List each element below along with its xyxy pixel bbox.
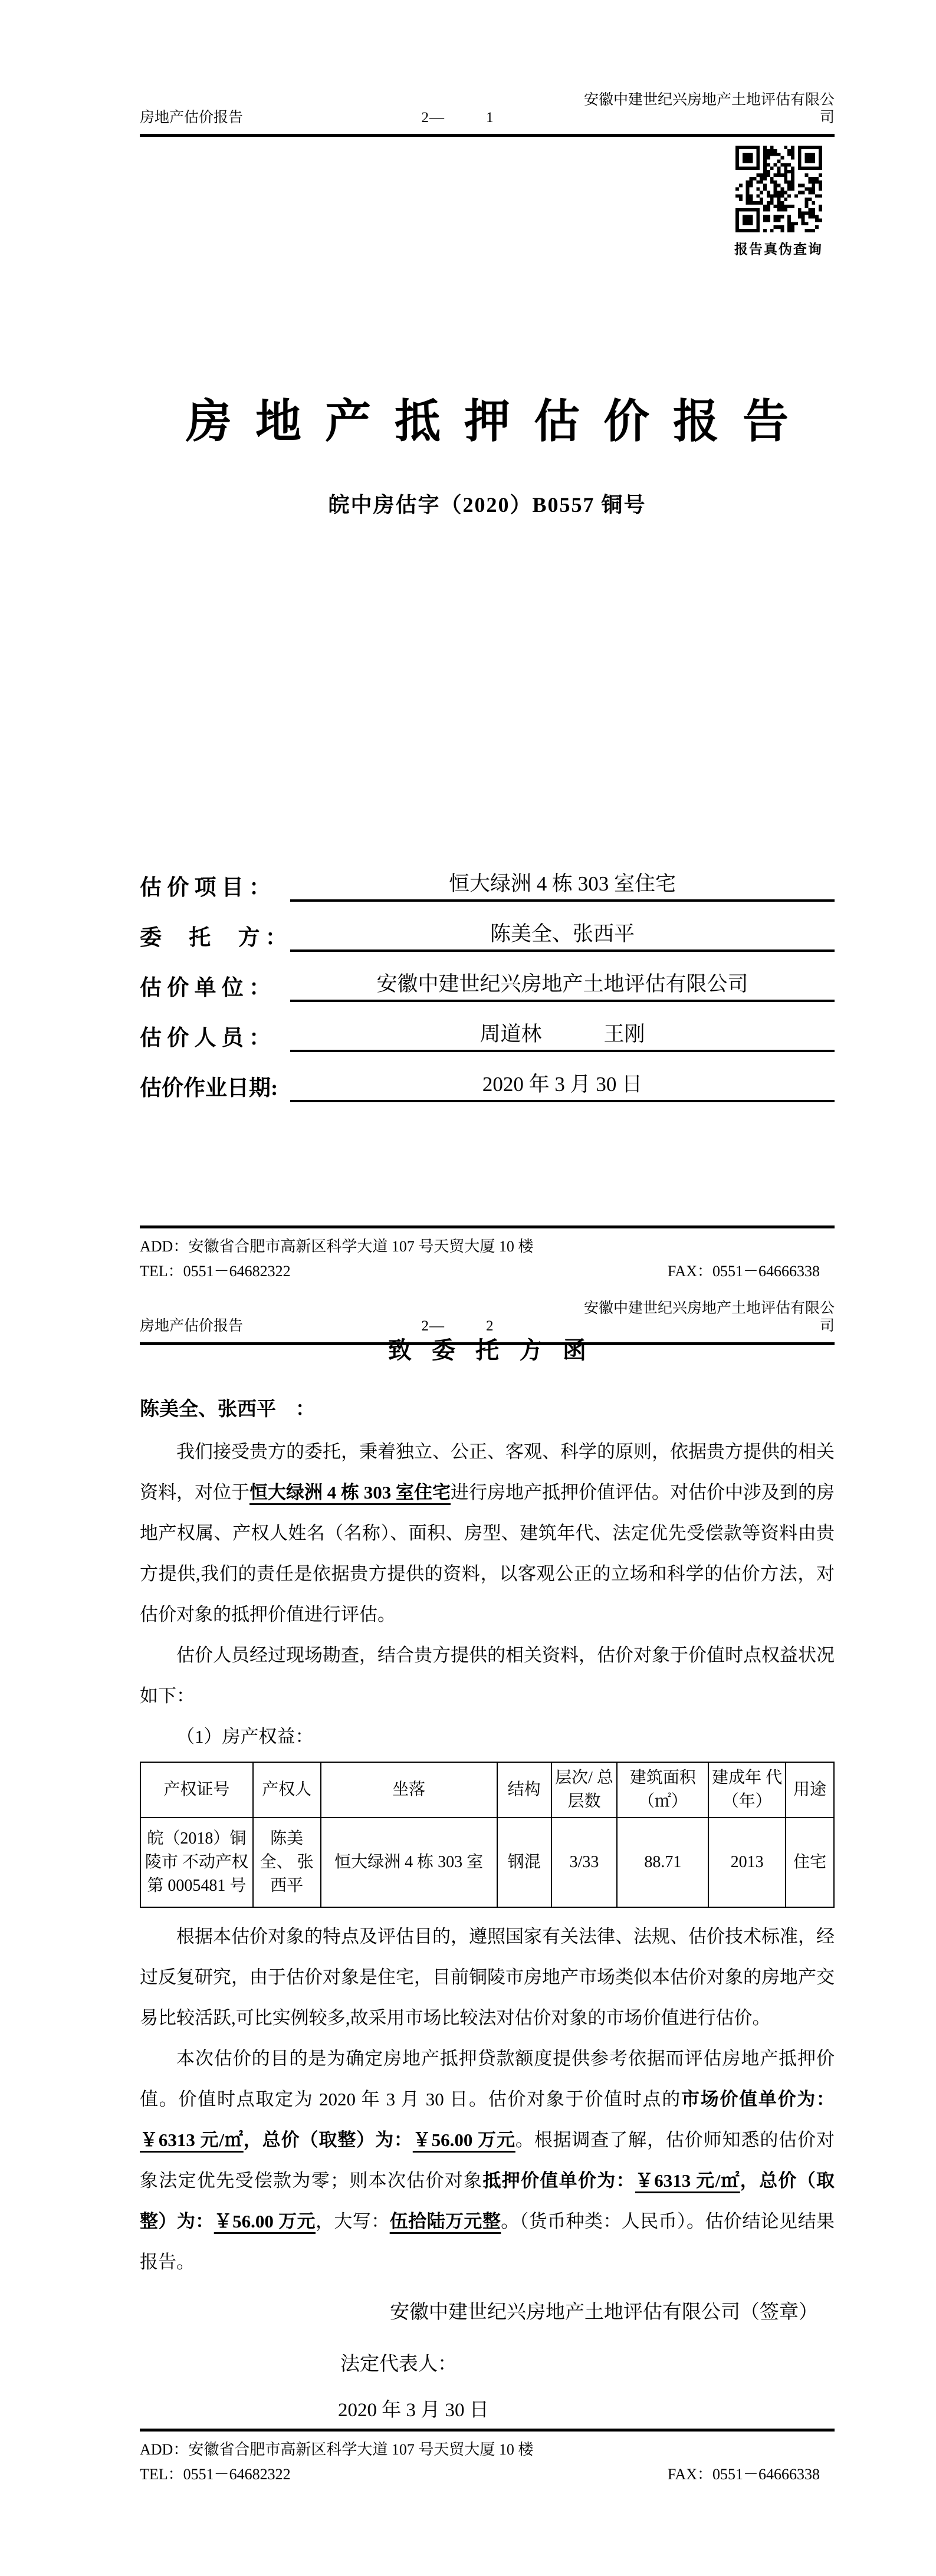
document-number: 皖中房估字（2020）B0557 铜号: [328, 493, 646, 517]
p4-text: 。根据调查了解，估价师知悉的估价对象法定优先受偿款为零；则本次估价对象: [140, 2130, 835, 2191]
cover-form: [140, 870, 835, 1121]
form-row-agency: [140, 971, 835, 1002]
p4-mortgage-unit-price-value: ￥6313 元/㎡: [635, 2170, 740, 2191]
running-header-company: 安徽中建世纪兴房地产土地评估有限公司: [583, 92, 835, 126]
form-row-date: [140, 1071, 835, 1102]
page-count-prefix: 2—: [421, 1318, 445, 1334]
p1-text: 进行房地产抵押价值评估。对估价中涉及到的房地产权属、产权人姓名（名称）、面积、房型、建筑年代、法定优先受偿款等资料由贵方提供,我们的责任是依据贵方提供的资料，以客观公正的立场和科学的估价方法，对估价对象的抵押价值进行评估。: [140, 1482, 835, 1625]
field-label-appraisers: 估 价 人 员 ：: [140, 1026, 271, 1050]
field-value-project: 恒大绿洲 4 栋 303 室住宅: [290, 870, 835, 902]
property-rights-table: [140, 1762, 835, 1908]
table-header-row: [140, 1762, 834, 1818]
page2-running-footer: [140, 2429, 835, 2490]
col-header-structure: 结构: [497, 1762, 551, 1818]
col-header-floor: 层次/ 总层数: [551, 1762, 618, 1818]
field-label-agency: 估 价 单 位 ：: [140, 976, 271, 1000]
footer-contacts: [140, 2466, 835, 2483]
col-header-area: 建筑面积 （㎡）: [617, 1762, 708, 1818]
document-title: 房地产抵押估价报告: [185, 396, 812, 447]
field-value-client: 陈美全、张西平: [290, 921, 835, 952]
running-header-page-number: [334, 109, 581, 127]
running-header-doc-type: 房地产估价报告: [140, 110, 244, 126]
page1-running-footer: [140, 1225, 835, 1287]
page-count-prefix: 2—: [421, 110, 445, 126]
field-value-date: 2020 年 3 月 30 日: [290, 1071, 835, 1102]
p4-mortgage-total-label: ，总价（取整）为：: [140, 2170, 835, 2232]
field-label-date: 估价作业日期:: [140, 1076, 278, 1100]
p4-text: ，大写：: [315, 2211, 390, 2232]
footer-tel: TEL：0551－64682322: [140, 1263, 291, 1280]
letter-paragraph-1: [140, 1431, 835, 1635]
col-header-use: 用途: [786, 1762, 834, 1818]
form-row-appraisers: [140, 1021, 835, 1052]
cell-location: 恒大绿洲 4 栋 303 室: [321, 1818, 497, 1907]
p4-market-unit-price-label: 市场价值单价为：: [681, 2089, 835, 2110]
cell-year-built: 2013: [708, 1818, 786, 1907]
qr-verification-block: [734, 146, 823, 258]
page-number: 1: [486, 110, 494, 126]
p4-mortgage-unit-price-label: 抵押价值单价为：: [482, 2170, 635, 2191]
page-number: 2: [486, 1318, 494, 1334]
item-heading-property-rights: （1）房产权益：: [176, 1726, 314, 1747]
cell-floor: 3/33: [551, 1818, 618, 1907]
field-label-project: 估 价 项 目 ：: [140, 876, 271, 900]
letter-to-client: [140, 1328, 835, 2424]
p4-text: 。（货币种类：人民币）。估价结论见结果报告。: [140, 2211, 835, 2272]
field-label-client: 委 托 方 ：: [140, 926, 287, 950]
p1-text: 我们接受贵方的委托，秉着独立、公正、客观、科学的原则，依据贵方提供的相关资料，对位于: [140, 1441, 835, 1503]
cell-owner: 陈美全、 张西平: [253, 1818, 321, 1907]
footer-address: ADD：安徽省合肥市高新区科学大道 107 号天贸大厦 10 楼: [140, 2441, 534, 2458]
letter-salutation: 陈美全、张西平 ：: [140, 1399, 315, 1420]
page1-running-header: [140, 91, 835, 137]
col-header-certificate-no: 产权证号: [140, 1762, 253, 1818]
col-header-year-built: 建成年 代（年）: [708, 1762, 786, 1818]
running-header-doc-type: 房地产估价报告: [140, 1318, 244, 1334]
p4-mortgage-total-value: ￥56.00 万元: [214, 2211, 316, 2232]
col-header-owner: 产权人: [253, 1762, 321, 1818]
qr-caption: 报告真伪查询: [734, 242, 823, 257]
letter-paragraph-4: [140, 2038, 835, 2282]
footer-address: ADD：安徽省合肥市高新区科学大道 107 号天贸大厦 10 楼: [140, 1238, 534, 1255]
p4-text: 本次估价的目的是为确定房地产抵押贷款额度提供参考依据而评估房地产抵押价值。价值时点取定为 2020 年 3 月 30 日。估价对象于价值时点的: [140, 2048, 835, 2110]
table-row: [140, 1818, 834, 1907]
footer-tel: TEL：0551－64682322: [140, 2466, 291, 2483]
col-header-location: 坐落: [321, 1762, 497, 1818]
signature-company: 安徽中建世纪兴房地产土地评估有限公司（签章）: [390, 2302, 818, 2323]
p1-subject-property: 恒大绿洲 4 栋 303 室住宅: [249, 1482, 451, 1503]
p4-total-price-value: ￥56.00 万元: [412, 2130, 515, 2150]
signature-date: 2020 年 3 月 30 日: [338, 2400, 489, 2421]
signature-legal-representative: 法定代表人：: [340, 2354, 457, 2375]
cell-use: 住宅: [786, 1818, 834, 1907]
field-value-appraisers: 周道林 王刚: [290, 1021, 835, 1052]
letter-paragraph-2: 估价人员经过现场勘查，结合贵方提供的相关资料，估价对象于价值时点权益状况如下：: [140, 1645, 835, 1706]
signature-block: [140, 2299, 835, 2424]
footer-fax: FAX：0551－64666338: [667, 2466, 820, 2483]
cell-area: 88.71: [617, 1818, 708, 1907]
p4-market-unit-price-value: ￥6313 元/㎡: [140, 2130, 244, 2150]
running-header-company: 安徽中建世纪兴房地产土地评估有限公司: [583, 1300, 835, 1334]
cell-structure: 钢混: [497, 1818, 551, 1907]
field-value-agency: 安徽中建世纪兴房地产土地评估有限公司: [290, 971, 835, 1002]
footer-contacts: [140, 1263, 835, 1280]
footer-fax: FAX：0551－64666338: [667, 1263, 820, 1280]
p4-amount-in-words: 伍拾陆万元整: [389, 2211, 501, 2232]
form-row-client: [140, 921, 835, 952]
letter-heading: 致委托方函: [388, 1337, 606, 1363]
letter-paragraph-3: 根据本估价对象的特点及评估目的，遵照国家有关法律、法规、估价技术标准，经过反复研究，由于估价对象是住宅，目前铜陵市房地产市场类似本估价对象的房地产交易比较活跃,可比实例较多,故采用市场比较法对估价对象的市场价值进行估价。: [140, 1926, 835, 2028]
cell-certificate-no: 皖（2018）铜陵市 不动产权第 0005481 号: [140, 1818, 253, 1907]
qr-code-icon: [735, 146, 822, 232]
form-row-project: [140, 870, 835, 902]
p4-total-price-label: ，总价（取整）为：: [243, 2130, 413, 2150]
